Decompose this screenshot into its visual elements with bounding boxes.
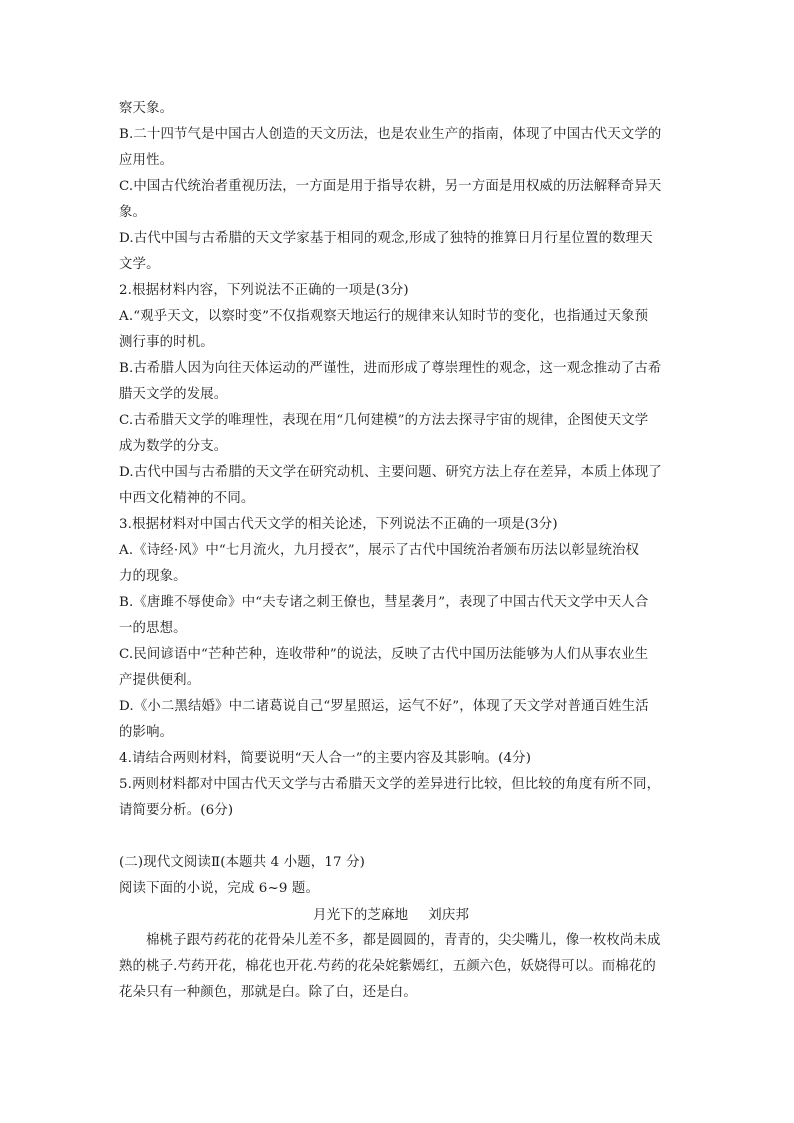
question-2: 2.根据材料内容，下列说法不正确的一项是(3分) — [119, 283, 409, 298]
text-line: 产提供便利。 — [119, 673, 201, 688]
text-line: 中西文化精神的不同。 — [119, 491, 255, 506]
option-b: B.古希腊人因为向往天体运动的严谨性，进而形成了尊崇理性的观念，这一观念推动了古希 — [119, 361, 662, 376]
text-line: B.二十四节气是中国古人创造的天文历法，也是农业生产的指南，体现了中国古代天文学的 — [119, 127, 662, 142]
section-heading: (二)现代文阅读Ⅱ(本题共 4 小题，17 分) — [119, 855, 366, 870]
option-d: D.古代中国与古希腊的天文学在研究动机、主要问题、研究方法上存在差异，本质上体现了 — [119, 465, 662, 480]
option-a: A.“观乎天文，以察时变”不仅指观察天地运行的规律来认知时节的变化，也指通过天象预 — [119, 309, 649, 324]
question-3: 3.根据材料对中国古代天文学的相关论述，下列说法不正确的一项是(3分) — [119, 517, 558, 532]
story-title-line — [313, 905, 469, 925]
paragraph-line: 熟的桃子.芍药开花，棉花也开花.芍药的花朵姹紫嫣红，五颜六色，妖娆得可以。而棉花的 — [119, 959, 656, 974]
section-instruction: 阅读下面的小说，完成 6~9 题。 — [119, 881, 320, 896]
text-line: 请简要分析。(6分) — [119, 803, 234, 818]
option-c: C.民间谚语中“芒种芒种，连收带种”的说法，反映了古代中国历法能够为人们从事农业生 — [119, 647, 649, 662]
text-line: 力的现象。 — [119, 569, 187, 584]
paragraph-line: 花朵只有一种颜色，那就是白。除了白，还是白。 — [119, 985, 417, 1000]
text-line: 腊天文学的发展。 — [119, 387, 228, 402]
question-5: 5.两则材料都对中国古代天文学与古希腊天文学的差异进行比较，但比较的角度有所不同， — [119, 777, 661, 792]
text-line: D.古代中国与古希腊的天文学家基于相同的观念,形成了独特的推算日月行星位置的数理天 — [119, 231, 653, 246]
text-line: 测行事的时机。 — [119, 335, 214, 350]
option-d: D.《小二黑结婚》中二诸葛说自己“罗星照运，运气不好”，体现了天文学对普通百姓生活 — [119, 699, 649, 714]
story-title: 月光下的芝麻地 — [313, 907, 409, 923]
text-line: 应用性。 — [119, 153, 174, 168]
text-line: 一的思想。 — [119, 621, 187, 636]
question-4: 4.请结合两则材料，简要说明“天人合一”的主要内容及其影响。(4分) — [119, 751, 532, 766]
option-a: A.《诗经·风》中“七月流火，九月授衣”，展示了古代中国统治者颁布历法以彰显统治权 — [119, 543, 640, 558]
text-line: 象。 — [119, 205, 147, 220]
text-line: C.中国古代统治者重视历法，一方面是用于指导农耕，另一方面是用权威的历法解释奇异天 — [119, 179, 662, 194]
story-author: 刘庆邦 — [428, 907, 469, 923]
option-c: C.古希腊天文学的唯理性，表现在用“几何建模”的方法去探寻宇宙的规律，企图使天文学 — [119, 413, 649, 428]
text-line: 成为数学的分支。 — [119, 439, 228, 454]
text-line: 察天象。 — [119, 101, 174, 116]
text-line: 的影响。 — [119, 725, 174, 740]
paragraph-line: 棉桃子跟芍药花的花骨朵儿差不多，都是圆圆的，青青的，尖尖嘴儿，像一枚枚尚未成 — [146, 933, 661, 948]
text-line: 文学。 — [119, 257, 160, 272]
option-b: B.《唐雎不辱使命》中“夫专诸之刺王僚也，彗星袭月”，表现了中国古代天文学中天人合 — [119, 595, 649, 610]
